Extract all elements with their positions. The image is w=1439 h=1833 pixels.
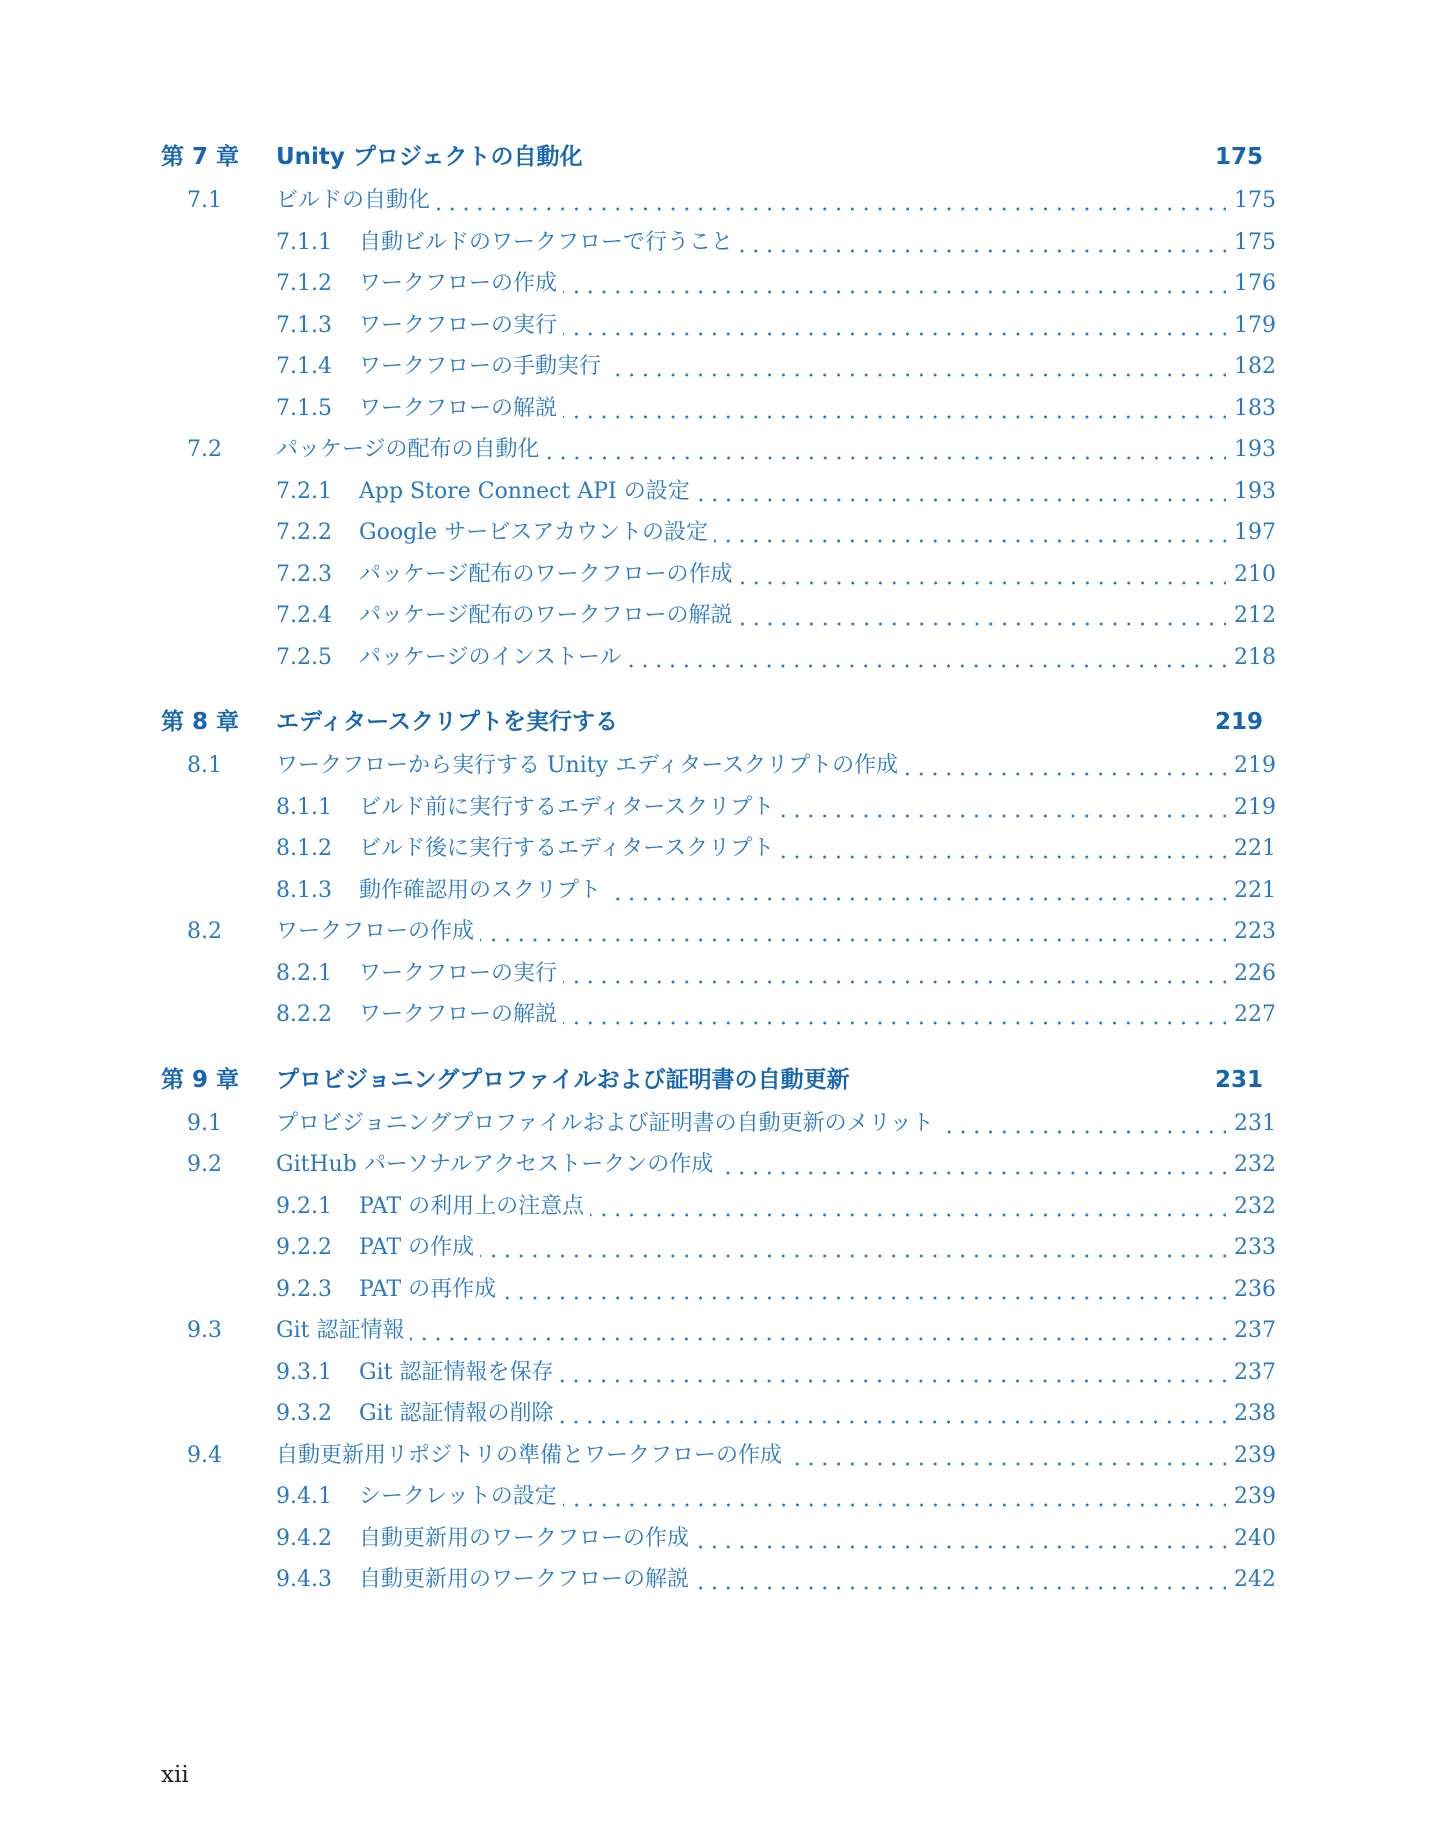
dot-leader [563, 1480, 1226, 1514]
page-number: 179 [1234, 312, 1276, 338]
dot-leader [480, 915, 1226, 949]
section-number: 8.1 [187, 753, 222, 778]
page-number: 236 [1234, 1276, 1276, 1302]
toc-subsection-entry[interactable] [0, 350, 1439, 392]
subsection-number: 9.3.1 [276, 1359, 332, 1385]
dot-leader [563, 998, 1226, 1032]
subsection-title: PAT の作成 [359, 1235, 475, 1260]
subsection-title: ワークフローの解説 [359, 1002, 558, 1027]
subsection-number: 7.1.3 [276, 312, 332, 338]
page-number: 242 [1234, 1567, 1276, 1592]
toc-subsection-entry[interactable] [0, 1397, 1439, 1439]
subsection-title: パッケージ配布のワークフローの解説 [359, 603, 733, 628]
chapter-spacer [0, 1040, 1439, 1063]
page-number: 212 [1234, 603, 1276, 628]
page-number: 227 [1234, 1002, 1276, 1027]
dot-leader [940, 1107, 1226, 1141]
subsection-title: 自動ビルドのワークフローで行うこと [359, 229, 734, 255]
subsection-title: ワークフローの解説 [359, 395, 558, 421]
chapter-title: プロビジョニングプロファイルおよび証明書の自動更新 [276, 1066, 850, 1093]
dot-leader [696, 475, 1226, 509]
section-number: 9.2 [187, 1152, 222, 1177]
dot-leader [559, 1356, 1226, 1390]
toc-subsection-entry[interactable] [0, 1356, 1439, 1398]
chapter-page-number: 175 [1214, 144, 1263, 170]
toc-subsection-entry[interactable] [0, 475, 1439, 517]
toc-subsection-entry[interactable] [0, 874, 1439, 916]
subsection-title: ワークフローの実行 [359, 312, 558, 338]
dot-leader [739, 558, 1226, 592]
section-number: 9.1 [187, 1110, 222, 1136]
section-title: 自動更新用リポジトリの準備とワークフローの作成 [276, 1442, 783, 1468]
page-number: 182 [1234, 354, 1276, 379]
subsection-title: パッケージ配布のワークフローの作成 [359, 561, 733, 587]
section-title: ビルドの自動化 [276, 188, 431, 213]
subsection-title: ビルド後に実行するエディタースクリプト [359, 836, 775, 861]
chapter-number: 第 9 章 [161, 1066, 240, 1093]
subsection-title: ワークフローの実行 [359, 960, 558, 986]
subsection-number: 9.2.2 [276, 1235, 332, 1260]
dot-leader [607, 350, 1226, 384]
chapter-number: 第 7 章 [161, 144, 240, 170]
toc-subsection-entry[interactable] [0, 226, 1439, 268]
page-number: 219 [1234, 794, 1276, 820]
dot-leader [502, 1273, 1226, 1307]
page-number: 193 [1234, 478, 1276, 504]
dot-leader [436, 184, 1226, 218]
page-number: 237 [1234, 1359, 1276, 1385]
subsection-title: 自動更新用のワークフローの解説 [359, 1567, 690, 1592]
section-title: Git 認証情報 [276, 1318, 405, 1343]
toc-section-entry[interactable] [0, 915, 1439, 957]
dot-leader [695, 1522, 1226, 1556]
page-number: 193 [1234, 437, 1276, 462]
toc-subsection-entry[interactable] [0, 791, 1439, 833]
section-number: 7.1 [187, 188, 222, 213]
page-number: 176 [1234, 271, 1276, 296]
chapter-heading[interactable] [0, 140, 1439, 184]
table-of-contents [0, 140, 1439, 1605]
subsection-title: Google サービスアカウントの設定 [359, 520, 708, 545]
dot-leader [739, 599, 1226, 633]
subsection-number: 7.2.5 [276, 644, 332, 670]
section-number: 7.2 [187, 437, 222, 462]
section-number: 8.2 [187, 919, 222, 944]
dot-leader [780, 832, 1226, 866]
chapter-page-number: 231 [1214, 1066, 1263, 1093]
toc-subsection-entry[interactable] [0, 1522, 1439, 1564]
dot-leader [627, 641, 1226, 675]
subsection-number: 7.2.3 [276, 561, 332, 587]
toc-subsection-entry[interactable] [0, 1190, 1439, 1232]
toc-subsection-entry[interactable] [0, 957, 1439, 999]
subsection-title: ワークフローの手動実行 [359, 354, 602, 379]
subsection-title: PAT の利用上の注意点 [359, 1193, 585, 1219]
toc-subsection-entry[interactable] [0, 1231, 1439, 1273]
page-number: 221 [1234, 836, 1276, 861]
toc-subsection-entry[interactable] [0, 832, 1439, 874]
toc-section-entry[interactable] [0, 1314, 1439, 1356]
subsection-number: 7.2.2 [276, 520, 332, 545]
toc-subsection-entry[interactable] [0, 599, 1439, 641]
subsection-title: パッケージのインストール [359, 644, 622, 670]
dot-leader [780, 791, 1226, 825]
subsection-number: 9.4.2 [276, 1525, 332, 1551]
page-number: 240 [1234, 1525, 1276, 1551]
page-number: 237 [1234, 1318, 1276, 1343]
subsection-number: 9.2.1 [276, 1193, 332, 1219]
section-title: ワークフローの作成 [276, 919, 475, 944]
subsection-title: Git 認証情報の削除 [359, 1401, 554, 1426]
subsection-title: 自動更新用のワークフローの作成 [359, 1525, 690, 1551]
dot-leader [559, 1397, 1226, 1431]
chapter-title: エディタースクリプトを実行する [276, 709, 619, 735]
toc-subsection-entry[interactable] [0, 1563, 1439, 1605]
toc-section-entry[interactable] [0, 1439, 1439, 1481]
subsection-number: 7.1.4 [276, 354, 332, 379]
chapter-page-number: 219 [1214, 709, 1263, 735]
page-number: 233 [1234, 1235, 1276, 1260]
section-number: 9.3 [187, 1318, 222, 1343]
subsection-number: 8.1.3 [276, 877, 332, 903]
toc-section-entry[interactable] [0, 433, 1439, 475]
dot-leader [563, 957, 1226, 991]
toc-subsection-entry[interactable] [0, 267, 1439, 309]
toc-subsection-entry[interactable] [0, 392, 1439, 434]
dot-leader [563, 309, 1226, 343]
chapter-spacer [0, 682, 1439, 705]
toc-subsection-entry[interactable] [0, 516, 1439, 558]
dot-leader [719, 1148, 1226, 1182]
subsection-number: 9.4.3 [276, 1567, 332, 1592]
toc-subsection-entry[interactable] [0, 1480, 1439, 1522]
dot-leader [563, 392, 1226, 426]
subsection-number: 7.2.1 [276, 478, 332, 504]
dot-leader [480, 1231, 1226, 1265]
dot-leader [546, 433, 1226, 467]
dot-leader [904, 749, 1226, 783]
subsection-number: 7.1.1 [276, 229, 332, 255]
page-number: 219 [1234, 753, 1276, 778]
section-title: プロビジョニングプロファイルおよび証明書の自動更新のメリット [276, 1110, 934, 1136]
subsection-title: App Store Connect API の設定 [359, 478, 690, 504]
subsection-number: 8.2.1 [276, 960, 332, 986]
toc-subsection-entry[interactable] [0, 309, 1439, 351]
dot-leader [714, 516, 1226, 550]
section-number: 9.4 [187, 1442, 222, 1468]
page-number: 226 [1234, 960, 1276, 986]
subsection-number: 7.1.2 [276, 271, 332, 296]
section-title: GitHub パーソナルアクセストークンの作成 [276, 1152, 714, 1177]
section-title: ワークフローから実行する Unity エディタースクリプトの作成 [276, 753, 899, 778]
subsection-title: ビルド前に実行するエディタースクリプト [359, 794, 775, 820]
toc-section-entry[interactable] [0, 1148, 1439, 1190]
subsection-number: 8.2.2 [276, 1002, 332, 1027]
toc-section-entry[interactable] [0, 749, 1439, 791]
chapter-heading[interactable] [0, 705, 1439, 749]
chapter-title: Unity プロジェクトの自動化 [276, 144, 583, 170]
toc-subsection-entry[interactable] [0, 998, 1439, 1040]
subsection-number: 8.1.1 [276, 794, 332, 820]
page-number: 239 [1234, 1484, 1276, 1509]
page-number: 218 [1234, 644, 1276, 670]
toc-section-entry[interactable] [0, 184, 1439, 226]
subsection-title: シークレットの設定 [359, 1484, 557, 1509]
dot-leader [590, 1190, 1226, 1224]
page-number: 223 [1234, 919, 1276, 944]
page-number: 239 [1234, 1442, 1276, 1468]
page-number: 175 [1234, 188, 1276, 213]
page-number: 183 [1234, 395, 1276, 421]
toc-subsection-entry[interactable] [0, 1273, 1439, 1315]
page-number: 232 [1234, 1152, 1276, 1177]
page-number: 210 [1234, 561, 1276, 587]
section-title: パッケージの配布の自動化 [276, 437, 540, 462]
subsection-title: PAT の再作成 [359, 1276, 497, 1302]
dot-leader [563, 267, 1226, 301]
subsection-title: ワークフローの作成 [359, 271, 558, 296]
subsection-number: 7.1.5 [276, 395, 332, 421]
page-number: 231 [1234, 1110, 1276, 1136]
subsection-number: 9.3.2 [276, 1401, 332, 1426]
subsection-title: 動作確認用のスクリプト [359, 877, 602, 903]
dot-leader [695, 1563, 1226, 1597]
toc-subsection-entry[interactable] [0, 641, 1439, 683]
chapter-heading[interactable] [0, 1063, 1439, 1107]
dot-leader [788, 1439, 1226, 1473]
page-number: 238 [1234, 1401, 1276, 1426]
dot-leader [739, 226, 1226, 260]
page-number: 232 [1234, 1193, 1276, 1219]
toc-subsection-entry[interactable] [0, 558, 1439, 600]
subsection-number: 7.2.4 [276, 603, 332, 628]
chapter-number: 第 8 章 [161, 709, 240, 735]
subsection-number: 9.2.3 [276, 1276, 332, 1302]
dot-leader [410, 1314, 1226, 1348]
footer-page-number: xii [161, 1762, 189, 1788]
subsection-title: Git 認証情報を保存 [359, 1359, 554, 1385]
dot-leader [607, 874, 1226, 908]
page-number: 221 [1234, 877, 1276, 903]
toc-section-entry[interactable] [0, 1107, 1439, 1149]
subsection-number: 9.4.1 [276, 1484, 332, 1509]
page-number: 197 [1234, 520, 1276, 545]
page-number: 175 [1234, 229, 1276, 255]
subsection-number: 8.1.2 [276, 836, 332, 861]
